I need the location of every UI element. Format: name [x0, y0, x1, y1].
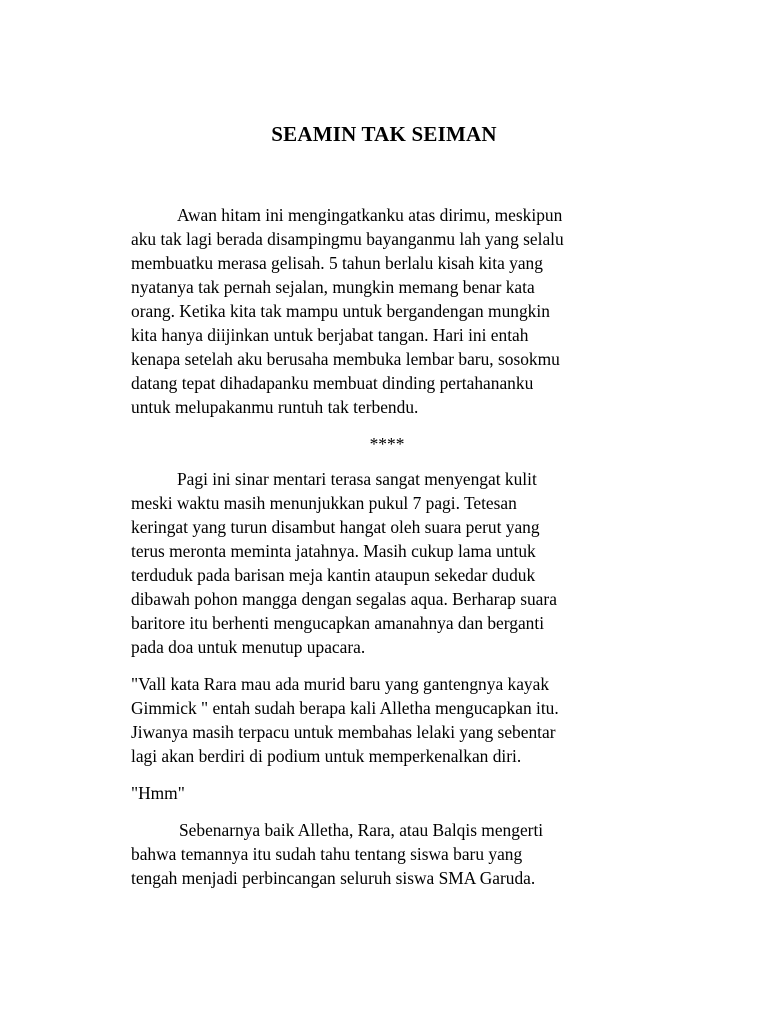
separator-text: ****	[369, 434, 405, 454]
paragraph-line: baritore itu berhenti mengucapkan amanahnya dan berganti	[131, 613, 545, 633]
paragraph-line: Gimmick " entah sudah berapa kali Alletha mengucapkan itu.	[131, 698, 559, 718]
scene-separator	[131, 432, 643, 456]
paragraph-line: Awan hitam ini mengingatkanku atas dirimu, meskipun	[177, 205, 563, 225]
paragraph-line: untuk melupakanmu runtuh tak terbendu.	[131, 397, 419, 417]
paragraph-line: orang. Ketika kita tak mampu untuk bergandengan mungkin	[131, 301, 550, 321]
paragraph-3	[131, 672, 643, 768]
paragraph-line: membuatku merasa gelisah. 5 tahun berlalu kisah kita yang	[131, 253, 543, 273]
paragraph-4	[131, 781, 643, 805]
paragraph-line: datang tepat dihadapanku membuat dinding pertahananku	[131, 373, 534, 393]
paragraph-line: lagi akan berdiri di podium untuk memperkenalkan diri.	[131, 746, 522, 766]
paragraph-line: Jiwanya masih terpacu untuk membahas lelaki yang sebentar	[131, 722, 556, 742]
paragraph-line: aku tak lagi berada disampingmu bayanganmu lah yang selalu	[131, 229, 564, 249]
paragraph-line: nyatanya tak pernah sejalan, mungkin memang benar kata	[131, 277, 535, 297]
paragraph-line: keringat yang turun disambut hangat oleh suara perut yang	[131, 517, 540, 537]
paragraph-line: tengah menjadi perbincangan seluruh siswa SMA Garuda.	[131, 868, 536, 888]
paragraph-line: kenapa setelah aku berusaha membuka lembar baru, sosokmu	[131, 349, 560, 369]
paragraph-line: "Vall kata Rara mau ada murid baru yang gantengnya kayak	[131, 674, 550, 694]
paragraph-line: "Hmm"	[131, 783, 185, 803]
paragraph-line: Sebenarnya baik Alletha, Rara, atau Balqis mengerti	[179, 820, 544, 840]
paragraph-line: pada doa untuk menutup upacara.	[131, 637, 366, 657]
paragraph-line: terduduk pada barisan meja kantin ataupun sekedar duduk	[131, 565, 536, 585]
paragraph-line: dibawah pohon mangga dengan segalas aqua. Berharap suara	[131, 589, 557, 609]
paragraph-1	[131, 203, 643, 419]
paragraph-line: kita hanya diijinkan untuk berjabat tangan. Hari ini entah	[131, 325, 529, 345]
paragraph-line: bahwa temannya itu sudah tahu tentang siswa baru yang	[131, 844, 523, 864]
document-title: SEAMIN TAK SEIMAN	[271, 122, 497, 146]
paragraph-line: terus meronta meminta jatahnya. Masih cukup lama untuk	[131, 541, 536, 561]
paragraph-2	[131, 467, 643, 659]
document-body	[131, 203, 643, 903]
paragraph-5	[131, 818, 643, 890]
paragraph-line: meski waktu masih menunjukkan pukul 7 pagi. Tetesan	[131, 493, 517, 513]
paragraph-line: Pagi ini sinar mentari terasa sangat menyengat kulit	[177, 469, 537, 489]
